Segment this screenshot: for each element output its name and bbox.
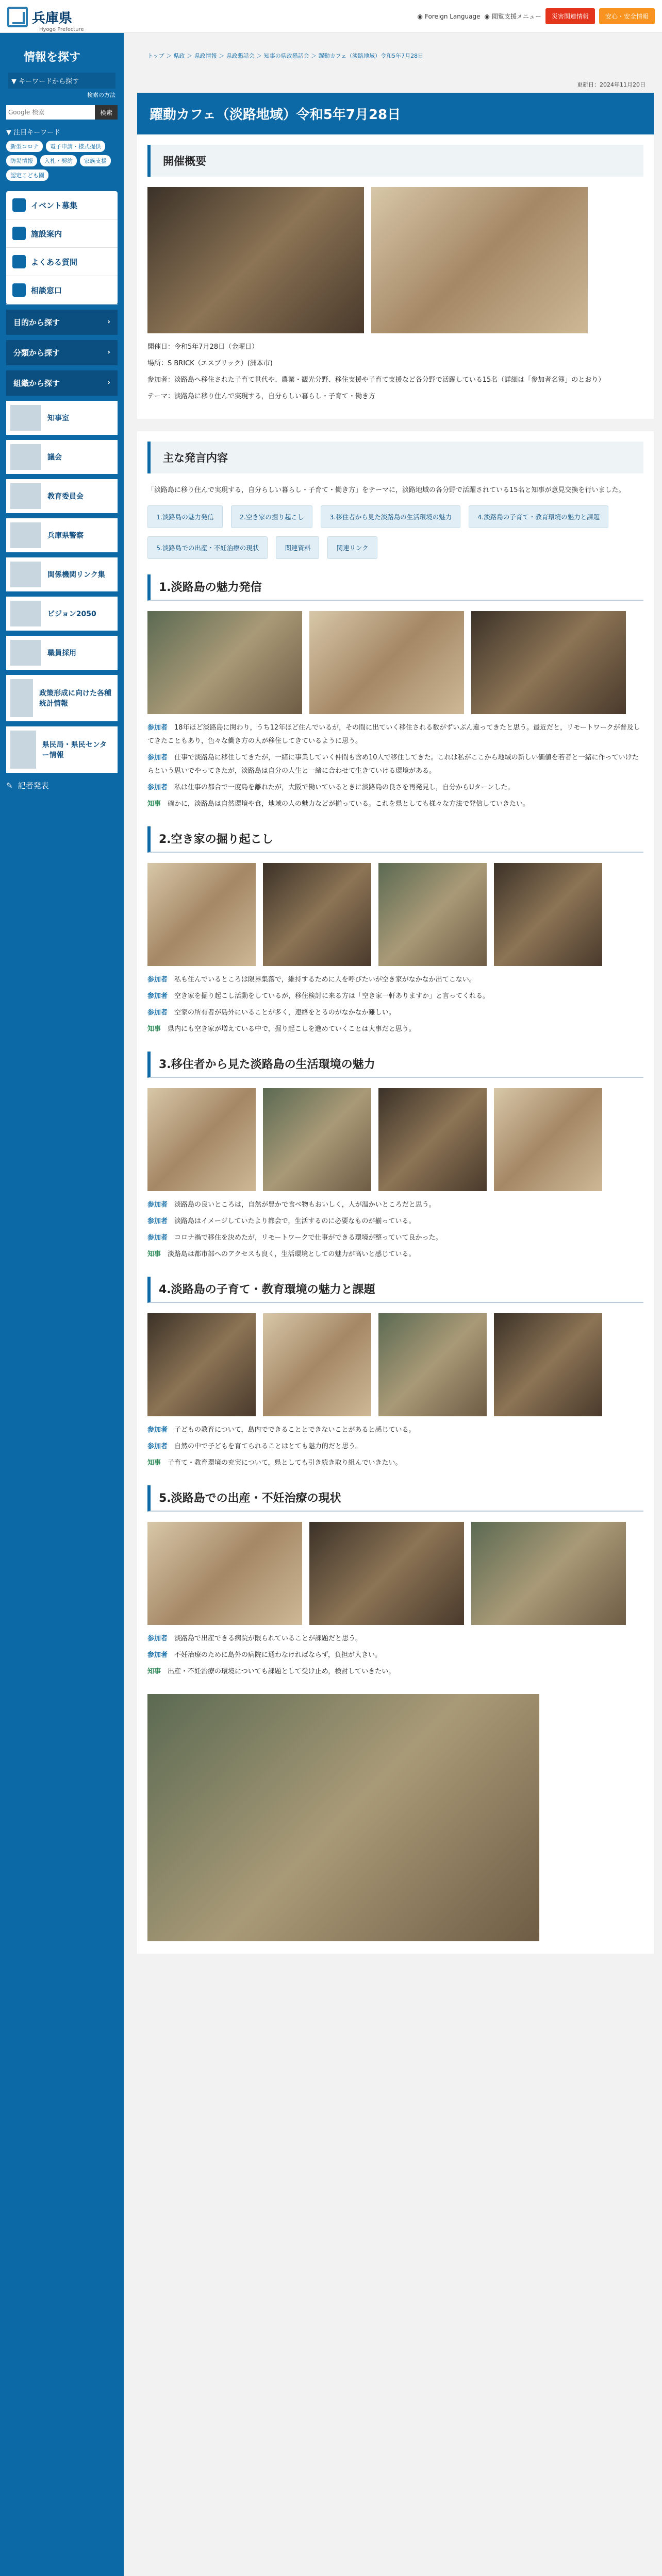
governor-photo bbox=[10, 405, 41, 431]
group-photo bbox=[147, 1694, 539, 1941]
section-photo bbox=[471, 611, 626, 714]
menu-item-consult[interactable]: 相談窓口 bbox=[6, 276, 118, 304]
page-title: 躍動カフェ（淡路地域）令和5年7月28日 bbox=[137, 93, 654, 134]
keyword-chip[interactable]: 家族支援 bbox=[80, 155, 111, 166]
overview-date: 開催日：令和5年7月28日（金曜日） bbox=[147, 343, 259, 351]
consult-icon bbox=[12, 283, 26, 297]
search-help-link[interactable]: 検索の方法 bbox=[87, 92, 115, 98]
police-card[interactable]: 兵庫県警察 bbox=[6, 518, 118, 552]
section-photo bbox=[263, 1088, 371, 1191]
section-photo bbox=[494, 863, 602, 966]
overview-heading: 開催概要 bbox=[147, 145, 643, 177]
section-photo bbox=[378, 863, 487, 966]
governor-card[interactable]: 知事室 bbox=[6, 401, 118, 435]
statement: 参加者 私も住んでいるところは限界集落で，維持するために人を呼びたいが空き家がなかなか出てこない。 bbox=[147, 976, 476, 984]
assembly-card[interactable]: 議会 bbox=[6, 440, 118, 474]
keyword-chip[interactable]: 防災情報 bbox=[6, 155, 37, 166]
chevron-right-icon: › bbox=[107, 317, 110, 326]
main-content bbox=[137, 33, 654, 1954]
regional-icon bbox=[10, 731, 36, 769]
statement: 知事 出産・不妊治療の環境についても課題として受け止め，検討していきたい。 bbox=[147, 1668, 395, 1675]
section-photo bbox=[147, 1522, 302, 1625]
vision-card[interactable]: ビジョン2050 bbox=[6, 597, 118, 631]
keyword-chip[interactable]: 新型コロナ bbox=[6, 141, 43, 152]
section-heading: 2.空き家の掘り起こし bbox=[147, 826, 643, 853]
section-photo bbox=[263, 1313, 371, 1416]
section-photo bbox=[494, 1088, 602, 1191]
reading-support-link[interactable]: ◉ 閲覧支援メニュー bbox=[484, 12, 541, 20]
section-4 bbox=[147, 1277, 643, 1470]
statement: 参加者 淡路島の良いところは，自然が豊かで食べ物もおいしく，人が温かいところだと思う。 bbox=[147, 1201, 436, 1209]
links-card[interactable]: 関係機関リンク集 bbox=[6, 557, 118, 591]
search-input[interactable] bbox=[6, 105, 95, 120]
foreign-language-link[interactable]: ◉ Foreign Language bbox=[417, 12, 481, 20]
section-photo bbox=[309, 1522, 464, 1625]
statements-intro: 「淡路島に移り住んで実現する，自分らしい暮らし・子育て・働き方」をテーマに，淡路地域の各分野で活躍されている15名と知事が意見交換を行いました。 bbox=[147, 486, 625, 494]
jump-link[interactable]: 3.移住者から見た淡路島の生活環境の魅力 bbox=[321, 505, 460, 528]
statement: 参加者 淡路島で出産できる病院が限られていることが課題だと思う。 bbox=[147, 1635, 362, 1642]
jump-link[interactable]: 5.淡路島での出産・不妊治療の現状 bbox=[147, 536, 268, 559]
statement: 参加者 空き家を掘り起こし活動をしているが，移住検討に来る方は「空き家一軒ありますか」と言ってくれる。 bbox=[147, 992, 490, 1000]
section-jump-links bbox=[147, 505, 643, 559]
statement: 参加者 私は仕事の都合で一度島を離れたが，大阪で働いているときに淡路島の良さを再発見し，自分からUターンした。 bbox=[147, 784, 515, 791]
keyword-list bbox=[0, 141, 124, 181]
keyword-chip[interactable]: 入札・契約 bbox=[40, 155, 77, 166]
section-heading: 3.移住者から見た淡路島の生活環境の魅力 bbox=[147, 1052, 643, 1078]
overview-theme: テーマ：淡路島に移り住んで実現する，自分らしい暮らし・子育て・働き方 bbox=[147, 393, 376, 400]
overview-photos bbox=[147, 187, 643, 333]
statement: 参加者 不妊治療のために島外の病院に通わなければならず，負担が大きい。 bbox=[147, 1651, 382, 1659]
vision-icon bbox=[10, 601, 41, 626]
section-photo bbox=[378, 1313, 487, 1416]
breadcrumb[interactable]: トップ ＞ 県政 ＞ 県政情報 ＞ 県政懇話会 ＞ 知事の県政懇話会 ＞ 躍動カフェ（淡路地域）令和5年7月28日 bbox=[147, 53, 424, 59]
section-5 bbox=[147, 1485, 643, 1941]
section-photo bbox=[263, 863, 371, 966]
section-photo bbox=[147, 1088, 256, 1191]
statistics-icon bbox=[10, 679, 33, 717]
keyword-chip[interactable]: 認定こども園 bbox=[6, 170, 48, 181]
keyword-chip[interactable]: 電子申請・様式提供 bbox=[46, 141, 105, 152]
assembly-icon bbox=[10, 444, 41, 470]
gear-icon: ◉ bbox=[484, 12, 490, 20]
jump-link[interactable]: 関連資料 bbox=[276, 536, 319, 559]
facility-icon bbox=[12, 227, 26, 240]
site-logo[interactable] bbox=[7, 6, 124, 32]
sidebar-heading: 情報を探す bbox=[24, 51, 81, 64]
statement: 知事 確かに，淡路島は自然環境や食，地域の人の魅力などが揃っている。これを県としても様々な方法で発信していきたい。 bbox=[147, 800, 530, 808]
statement: 参加者 コロナ禍で移住を決めたが，リモートワークで仕事ができる環境が整っていて良かった。 bbox=[147, 1234, 442, 1242]
section-heading: 1.淡路島の魅力発信 bbox=[147, 574, 643, 601]
section-3 bbox=[147, 1052, 643, 1261]
attention-keywords-heading: ▼ 注目キーワード bbox=[6, 129, 61, 137]
statement: 参加者 仕事で淡路島に移住してきたが，一緒に事業していく仲間も含め10人で移住してきた。これは私がここから地域の新しい価値を若者と一緒に作っていけたらという思いでやってきたが，淡路島は自分の人生と一緒に合わせて生きていける環境がある。 bbox=[147, 754, 639, 775]
site-header bbox=[0, 0, 662, 33]
jump-link[interactable]: 2.空き家の掘り起こし bbox=[231, 505, 312, 528]
press-release-link[interactable]: ✎ 記者発表 bbox=[6, 781, 49, 790]
section-heading: 5.淡路島での出産・不妊治療の現状 bbox=[147, 1485, 643, 1512]
regional-card[interactable]: 県民局・県民センター情報 bbox=[6, 726, 118, 773]
section-photo bbox=[309, 611, 464, 714]
statement: 参加者 子どもの教育について，島内でできることとできないことがあると感じている。 bbox=[147, 1426, 416, 1434]
menu-item-faq[interactable]: よくある質問 bbox=[6, 248, 118, 276]
overview-panel bbox=[137, 134, 654, 419]
statement: 知事 子育て・教育環境の充実について，県としても引き続き取り組んでいきたい。 bbox=[147, 1459, 402, 1467]
event-icon bbox=[12, 198, 26, 212]
section-2 bbox=[147, 826, 643, 1036]
section-photo bbox=[494, 1313, 602, 1416]
statement: 参加者 淡路島はイメージしていたより都会で，生活するのに必要なものが揃っている。 bbox=[147, 1217, 416, 1225]
statistics-card[interactable]: 政策形成に向けた各種統計情報 bbox=[6, 675, 118, 721]
education-card[interactable]: 教育委員会 bbox=[6, 479, 118, 513]
education-icon bbox=[10, 483, 41, 509]
menu-item-facilities[interactable]: 施設案内 bbox=[6, 219, 118, 248]
nav-by-category[interactable]: 分類から探す › bbox=[6, 340, 118, 365]
section-photo bbox=[147, 1313, 256, 1416]
statement: 参加者 自然の中で子どもを育てられることはとても魅力的だと思う。 bbox=[147, 1443, 362, 1450]
event-photo bbox=[371, 187, 588, 333]
nav-by-organization[interactable]: 組織から探す › bbox=[6, 370, 118, 396]
nav-by-purpose[interactable]: 目的から探す › bbox=[6, 310, 118, 335]
sidebar bbox=[0, 33, 124, 2576]
overview-place: 場所：S BRICK（エスブリック）(洲本市) bbox=[147, 360, 273, 367]
statements-panel bbox=[137, 431, 654, 1954]
menu-item-events[interactable]: イベント募集 bbox=[6, 191, 118, 219]
safety-info-button[interactable]: 安心・安全情報 bbox=[599, 8, 655, 24]
logo-sub: Hyogo Prefecture bbox=[39, 27, 84, 32]
jump-link[interactable]: 4.淡路島の子育て・教育環境の魅力と課題 bbox=[469, 505, 608, 528]
section-heading: 4.淡路島の子育て・教育環境の魅力と課題 bbox=[147, 1277, 643, 1303]
disaster-info-button[interactable]: 災害関連情報 bbox=[545, 8, 595, 24]
statement: 知事 淡路島は都市部へのアクセスも良く，生活環境としての魅力が高いと感じている。 bbox=[147, 1250, 416, 1258]
header-links bbox=[418, 8, 655, 24]
statements-heading: 主な発言内容 bbox=[147, 442, 643, 473]
statement: 知事 県内にも空き家が増えている中で，掘り起こしを進めていくことは大事だと思う。 bbox=[147, 1025, 416, 1033]
globe-icon: ◉ bbox=[417, 12, 423, 20]
jump-link[interactable]: 1.淡路島の魅力発信 bbox=[147, 505, 223, 528]
keyword-search-heading: ▼ キーワードから探す bbox=[8, 73, 115, 89]
event-photo bbox=[147, 187, 364, 333]
police-icon bbox=[10, 522, 41, 548]
links-icon bbox=[10, 562, 41, 587]
logo-text: 兵庫県 bbox=[32, 10, 73, 26]
section-1 bbox=[147, 574, 643, 811]
press-icon: ✎ bbox=[6, 781, 13, 790]
recruit-icon bbox=[10, 640, 41, 666]
section-photo bbox=[378, 1088, 487, 1191]
statement: 参加者 空家の所有者が島外にいることが多く，連絡をとるのがなかなか難しい。 bbox=[147, 1009, 395, 1016]
section-photo bbox=[147, 863, 256, 966]
statement: 参加者 18年ほど淡路島に関わり，うち12年ほど住んでいるが，その間に出ていく移住される数がずいぶん違ってきたと思う。最近だと，リモートワークが普及してきたこともあり，色々な働き方の人が移住してきているように思う。 bbox=[147, 724, 640, 745]
updated-date: 更新日：2024年11月20日 bbox=[577, 81, 646, 88]
search-box bbox=[6, 105, 118, 120]
recruit-card[interactable]: 職員採用 bbox=[6, 636, 118, 670]
logo-mark-icon bbox=[7, 7, 28, 27]
chevron-right-icon: › bbox=[107, 378, 110, 387]
question-icon bbox=[12, 255, 26, 268]
search-button[interactable]: 検索 bbox=[95, 105, 118, 120]
section-photo bbox=[471, 1522, 626, 1625]
section-photo bbox=[147, 611, 302, 714]
jump-link[interactable]: 関連リンク bbox=[327, 536, 377, 559]
chevron-right-icon: › bbox=[107, 347, 110, 357]
quick-menu bbox=[6, 191, 118, 304]
overview-participants: 参加者：淡路島へ移住された子育て世代や、農業・観光分野、移住支援や子育て支援など各分野で活躍している15名（詳細は「参加者名簿」のとおり） bbox=[147, 376, 605, 384]
